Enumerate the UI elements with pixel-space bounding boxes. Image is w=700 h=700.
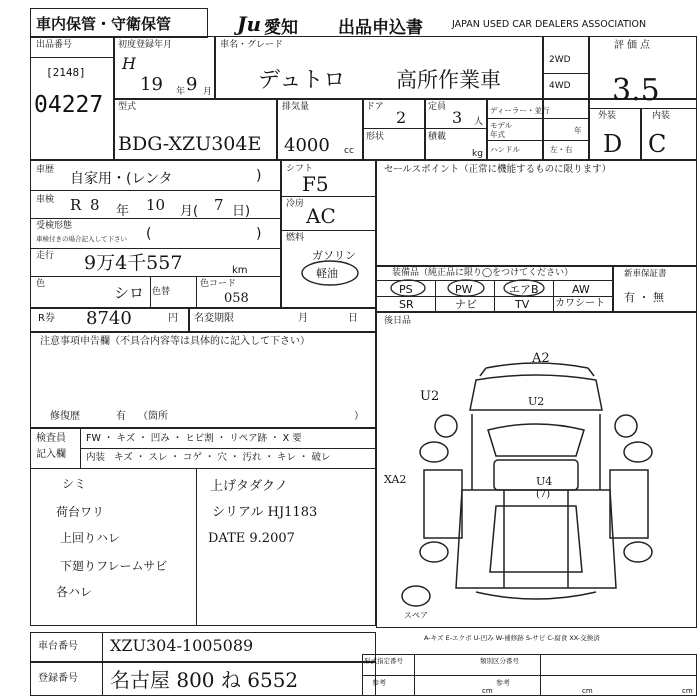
notes-label: 注意事項申告欄（不具合内容等は具体的に記入して下さい） — [40, 336, 310, 347]
mark-u4: U4 — [536, 475, 553, 488]
divider — [486, 98, 488, 160]
fuel-circle-mark — [298, 258, 362, 288]
divider — [30, 248, 280, 249]
displacement-label: 排気量 — [282, 102, 310, 112]
score-label: 評価点 — [614, 40, 653, 51]
divider — [188, 308, 190, 332]
first-reg-label: 初度登録年月 — [118, 40, 173, 50]
divider — [30, 190, 280, 191]
warranty-options: 有 ・ 無 — [624, 291, 664, 304]
divider — [113, 98, 697, 100]
rear-date-label: 後日品 — [384, 316, 412, 326]
interior-label: 内装 — [652, 111, 671, 121]
capacity-label: 定員 — [428, 102, 447, 112]
mark-u2-center: U2 — [528, 395, 545, 408]
ac: AC — [306, 204, 336, 228]
fuel-option-gasoline: ガソリン — [312, 249, 356, 262]
mileage-label: 走行 — [36, 251, 55, 261]
interior-grade: C — [648, 130, 667, 158]
mileage: 9万4千557 — [84, 252, 183, 274]
ac-label: 冷房 — [286, 199, 305, 209]
left-note-3: 上回りハレ — [60, 531, 121, 545]
inspector-row-2-prefix: 内装 — [86, 452, 106, 463]
divider — [214, 36, 216, 98]
exterior-grade: D — [603, 130, 623, 158]
year-suffix: 年 — [574, 126, 582, 135]
left-note-5: 各ハレ — [56, 585, 93, 599]
registration-number: 名古屋 800 ね 6552 — [110, 668, 299, 692]
sales-points-label: セールスポイント（正常に機能するものに限ります） — [384, 164, 612, 175]
color: シロ — [114, 284, 145, 302]
divider — [588, 108, 697, 109]
score: 3.5 — [612, 73, 660, 108]
equip-leather: カワシート — [555, 298, 605, 309]
expiry-label: 名変期限 — [194, 313, 234, 324]
received-sub: 車検付きの場合記入して下さい — [36, 235, 127, 243]
handle-label: ハンドル — [490, 145, 520, 154]
equipment-circles — [376, 278, 556, 298]
first-reg-year: 19 — [140, 74, 163, 95]
registration-label: 登録番号 — [38, 673, 78, 684]
inspection-day-unit: 日) — [232, 204, 251, 219]
divider — [362, 128, 486, 129]
repair-label: 修復歴 — [50, 411, 80, 422]
inspection-era: R — [70, 196, 82, 214]
cm-unit-2: cm — [582, 687, 593, 695]
history-value: 自家用・(レンタ — [70, 171, 173, 187]
expiry-day: 日 — [348, 313, 358, 324]
inspection-month-unit: 月( — [180, 204, 199, 219]
divider — [362, 98, 364, 160]
divider — [486, 140, 588, 141]
divider — [150, 276, 151, 308]
divider — [280, 230, 376, 231]
divider — [196, 468, 197, 626]
association-name: JAPAN USED CAR DEALERS ASSOCIATION — [452, 19, 647, 30]
sub-number: [2148] — [46, 66, 86, 79]
divider — [30, 57, 113, 58]
class-label: 類別区分番号 — [480, 657, 519, 665]
divider — [540, 654, 541, 696]
right-note-3: DATE 9.2007 — [208, 531, 295, 546]
color-change-label: 色替 — [152, 287, 171, 297]
fuel-label: 燃料 — [286, 233, 305, 243]
shift-label: シフト — [286, 164, 314, 174]
divider — [280, 160, 282, 308]
cm-unit-1: cm — [482, 687, 493, 695]
capacity: 3 — [452, 108, 463, 127]
displacement: 4000 — [284, 135, 330, 156]
divider — [276, 98, 278, 160]
mark-xa2: XA2 — [384, 473, 407, 486]
equipment-label: 装備品（純正品に限り◯をつけてください） — [392, 268, 574, 278]
inspector-label: 検査員 — [36, 433, 66, 444]
expiry-month: 月 — [298, 313, 308, 324]
doors: 2 — [396, 108, 407, 127]
first-reg-era: H — [122, 54, 136, 73]
kg-unit: kg — [472, 149, 483, 159]
recycle-label: R券 — [38, 313, 55, 324]
handle-value: 左・右 — [550, 145, 573, 154]
divider — [80, 448, 376, 449]
form-title: 出品申込書 — [338, 18, 423, 38]
divider — [30, 468, 376, 469]
divider — [362, 675, 697, 676]
history-label: 車歴 — [36, 165, 55, 175]
load-label: 積載 — [428, 132, 447, 142]
divider — [542, 73, 588, 74]
right-note-1: 上げタダクノ — [210, 479, 288, 494]
mark-u4-count: (7) — [536, 489, 551, 500]
divider — [414, 654, 415, 696]
grade: 高所作業車 — [396, 68, 501, 92]
spare-label: スペア — [404, 611, 428, 620]
drive-4wd: 4WD — [549, 81, 571, 91]
shift: F5 — [302, 172, 329, 196]
org-name: 愛知 — [264, 18, 298, 38]
color-label: 色 — [36, 279, 46, 289]
model-year-label: モデル — [490, 121, 513, 130]
mark-a2: A2 — [532, 351, 550, 366]
divider — [30, 276, 280, 277]
divider — [612, 266, 614, 312]
doors-label: ドア — [366, 102, 384, 112]
model: BDG-XZU304E — [118, 133, 262, 155]
inspection-month: 10 — [146, 196, 166, 214]
person-unit: 人 — [474, 117, 484, 127]
color-code: 058 — [224, 291, 249, 306]
sales-points-frame — [376, 160, 697, 266]
history-close: ) — [256, 168, 262, 184]
shape-label: 形状 — [366, 132, 385, 142]
inspector-row-1: FW ・ キズ ・ 凹み ・ ヒビ割 ・ リペア跡 ・ X 要 — [86, 433, 302, 444]
drive-2wd: 2WD — [549, 55, 571, 65]
equip-ps: PS — [399, 283, 413, 296]
right-note-2: シリアル HJ1183 — [212, 505, 318, 520]
color-code-label: 色コード — [200, 279, 237, 289]
left-note-4: 下廻りフレームサビ — [60, 559, 168, 573]
warranty-label: 新車保証書 — [624, 269, 667, 279]
inspection-label: 車検 — [36, 195, 55, 205]
chassis-label: 車台番号 — [38, 641, 78, 652]
divider — [486, 118, 588, 119]
model-year-label2: 年式 — [490, 130, 505, 139]
dealer-label: ディーラー・並行 — [490, 106, 550, 115]
divider — [280, 196, 376, 197]
car-name: デュトロ — [258, 68, 346, 93]
left-note-1: シミ — [62, 477, 87, 491]
first-reg-month: 9 — [186, 74, 198, 95]
received-label: 受検形態 — [36, 221, 73, 231]
fuel-option-diesel: 軽油 — [316, 267, 338, 280]
divider — [424, 98, 426, 160]
lot-number: 04227 — [34, 92, 104, 118]
ref-label-2: 参考 — [496, 679, 510, 687]
received-open: ( — [146, 226, 152, 242]
cm-unit-3: cm — [682, 687, 693, 695]
lot-label: 出品番号 — [36, 40, 73, 50]
year-unit: 年 — [176, 87, 186, 97]
month-unit: 月 — [203, 87, 213, 97]
exterior-label: 外装 — [598, 111, 617, 121]
keeping-title: 車内保管・守衛保管 — [36, 15, 172, 33]
name-label: 車名・グレード — [220, 40, 284, 50]
recycle-amount: 8740 — [86, 308, 132, 329]
model-label: 型式 — [118, 102, 137, 112]
equip-tv: TV — [515, 298, 530, 311]
damage-legend: A-キズ E-エクボ U-凹み W-補修跡 S-サビ C-腐食 XX-交換済 — [424, 634, 600, 642]
left-note-2: 荷台ワリ — [56, 505, 105, 519]
repair-close: ） — [354, 411, 364, 422]
repair-part-label: （箇所 — [138, 411, 168, 422]
inspector-row-2: キズ ・ スレ ・ コゲ ・ 穴 ・ 汚れ ・ キレ ・ 破レ — [114, 452, 331, 463]
spec-label: 形式指定番号 — [364, 657, 403, 665]
divider — [640, 108, 642, 160]
mark-u2-left: U2 — [420, 389, 440, 404]
ref-label-1: 参考 — [372, 679, 386, 687]
equip-airbag: エアB — [509, 283, 539, 296]
equip-navi: ナビ — [455, 298, 477, 311]
received-close: ) — [256, 226, 262, 242]
inspection-day: 7 — [214, 196, 224, 214]
equip-sr: SR — [399, 298, 414, 311]
inspector-label-2: 記入欄 — [36, 449, 66, 460]
inspection-year-unit: 年 — [116, 204, 130, 219]
chassis-number: XZU304-1005089 — [110, 636, 254, 655]
recycle-unit: 円 — [168, 313, 178, 324]
divider — [196, 276, 197, 308]
inspection-year: 8 — [90, 196, 100, 214]
repair-value: 有 — [116, 411, 126, 422]
equip-aw: AW — [572, 283, 590, 296]
equip-pw: PW — [455, 283, 473, 296]
cc-unit: cc — [344, 146, 354, 156]
km-unit: km — [232, 265, 248, 276]
ju-logo: Ju — [237, 12, 262, 36]
